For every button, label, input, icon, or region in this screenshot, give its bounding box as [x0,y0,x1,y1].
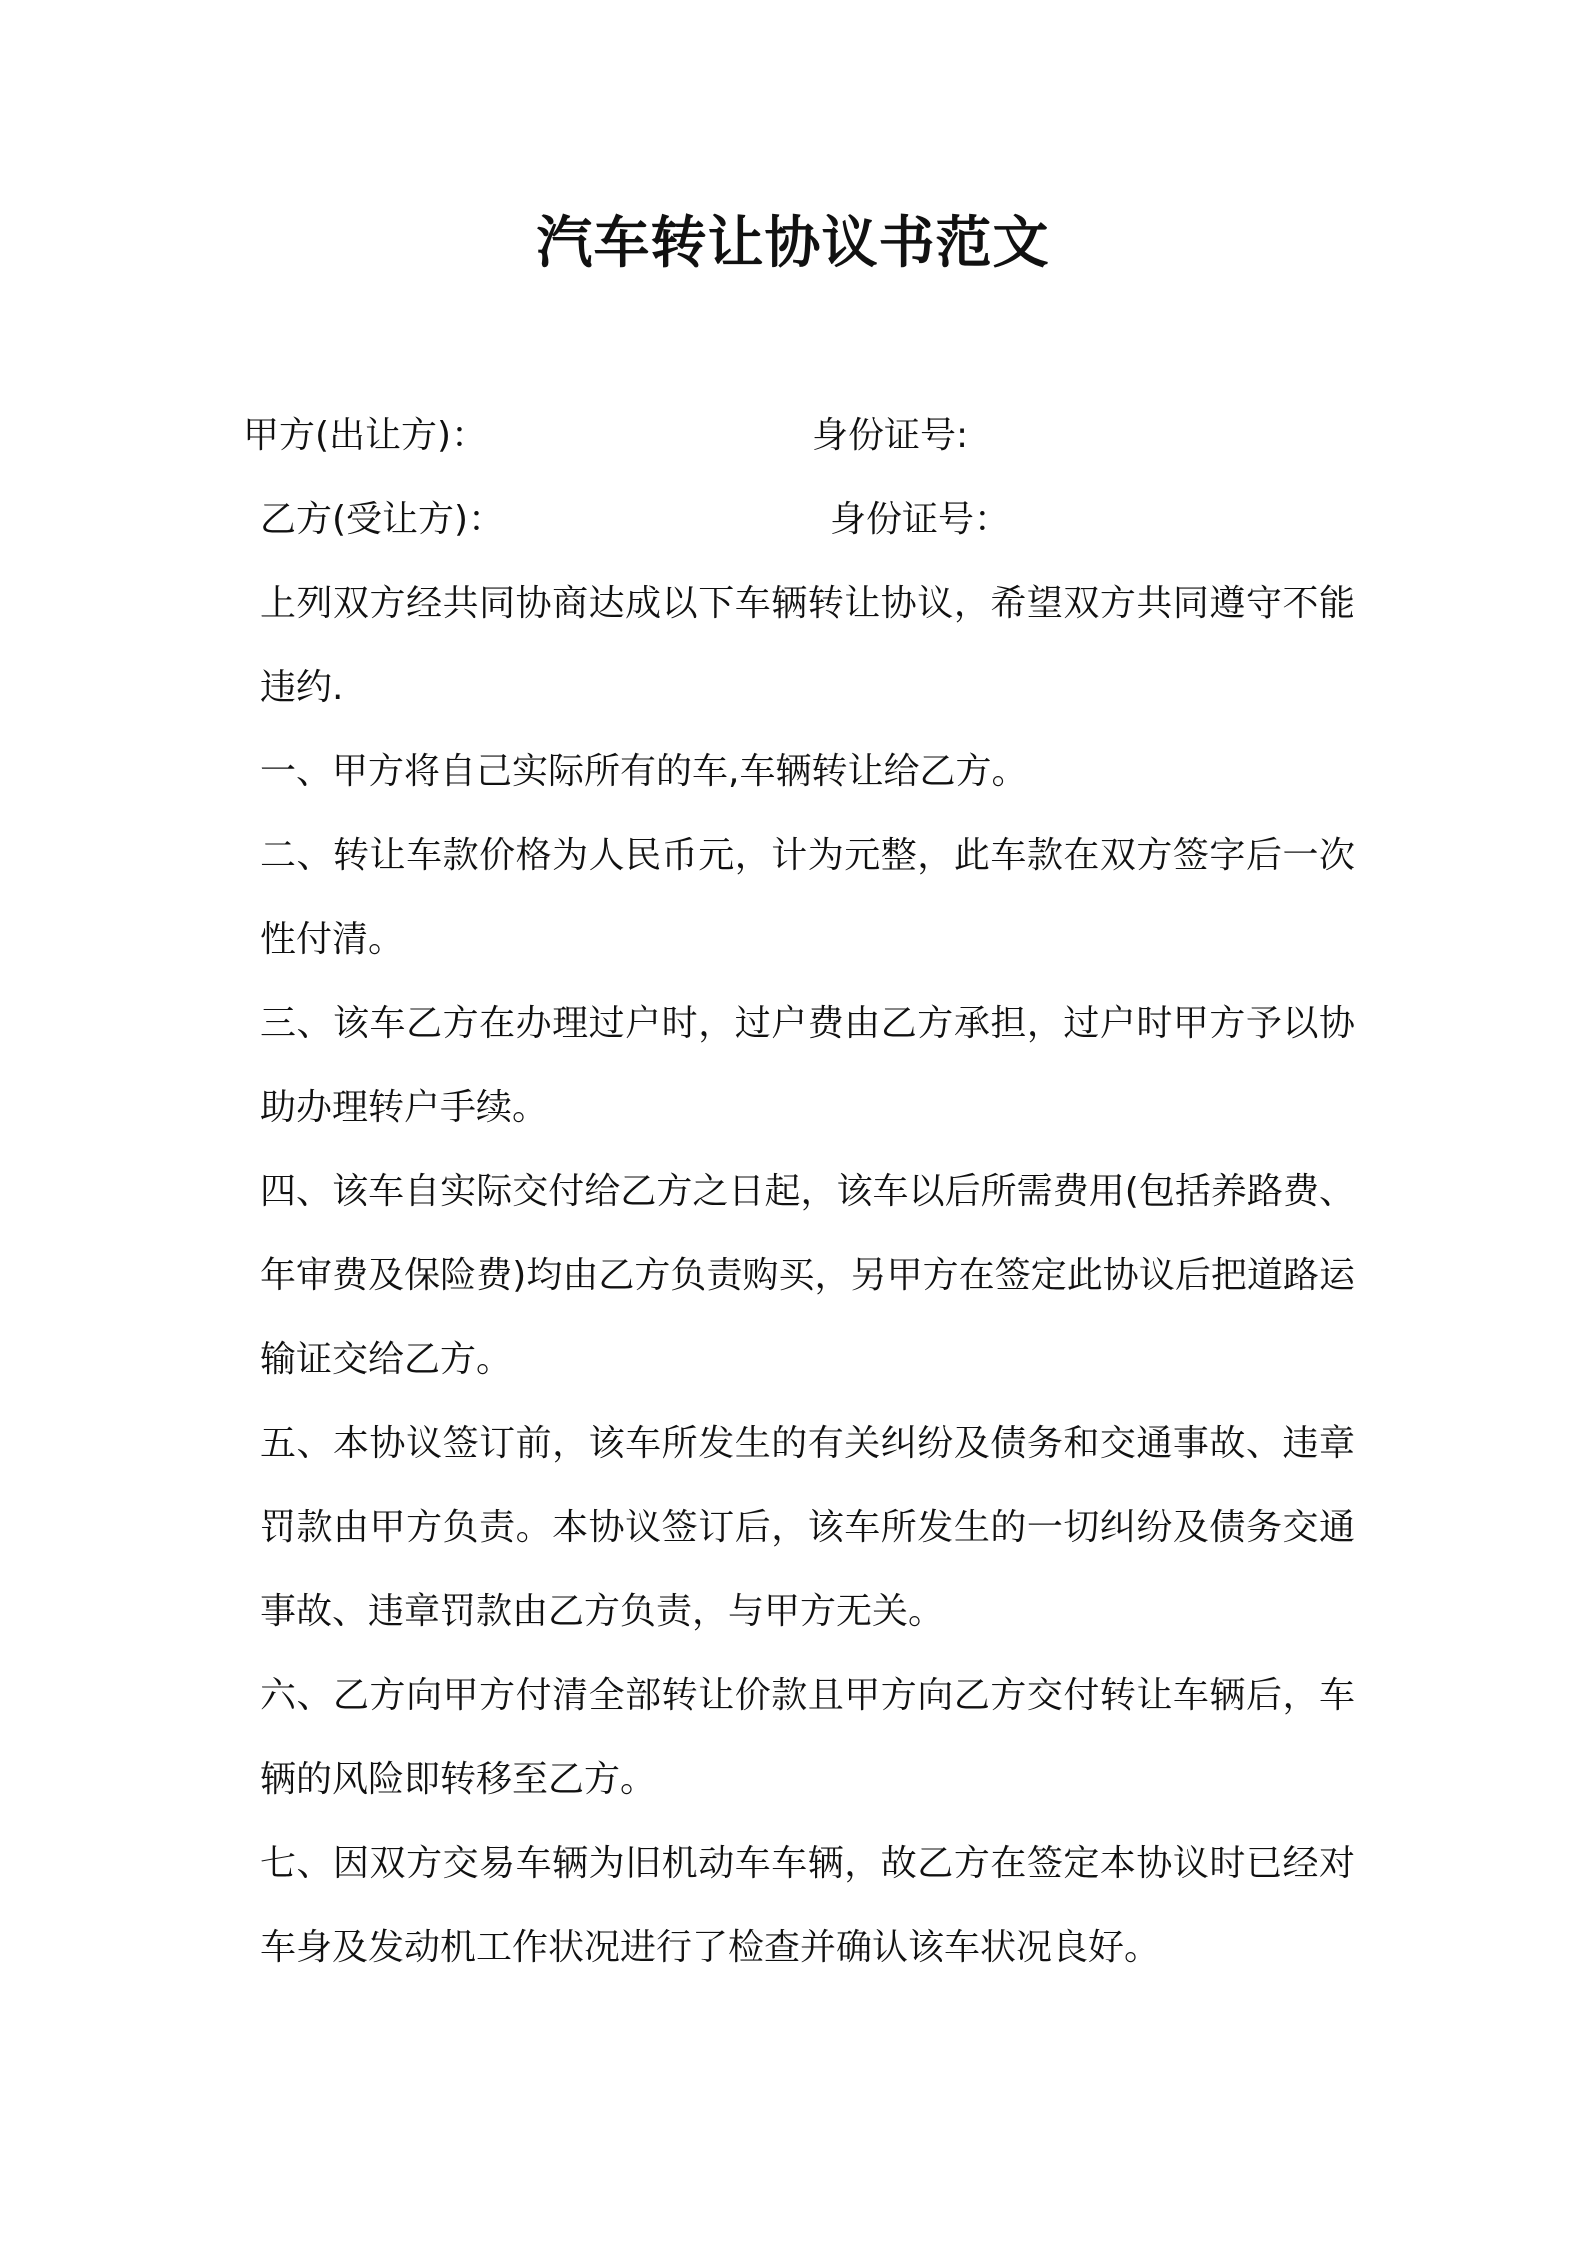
agreement-body [260,562,1355,1990]
page-title: 汽车转让协议书范文 [536,211,1050,276]
intro-paragraph: 上列双方经共同协商达成以下车辆转让协议，希望双方共同遵守不能违约. [260,583,1355,708]
party-b-id-label: 身份证号： [830,499,1011,540]
party-a-id-label: 身份证号: [812,415,969,456]
clause-4: 四、该车自实际交付给乙方之日起，该车以后所需费用(包括养路费、年审费及保险费)均由乙方负责购买，另甲方在签定此协议后把道路运输证交给乙方。 [260,1171,1355,1380]
party-a-label: 甲方(出让方)： [243,415,488,456]
clause-1: 一、甲方将自己实际所有的车,车辆转让给乙方。 [260,751,1028,792]
clause-7: 七、因双方交易车辆为旧机动车车辆，故乙方在签定本协议时已经对车身及发动机工作状况进行了检查并确认该车状况良好。 [260,1843,1355,1968]
clause-6: 六、乙方向甲方付清全部转让价款且甲方向乙方交付转让车辆后，车辆的风险即转移至乙方。 [260,1675,1355,1800]
clause-5: 五、本协议签订前，该车所发生的有关纠纷及债务和交通事故、违章罚款由甲方负责。本协议签订后，该车所发生的一切纠纷及债务交通事故、违章罚款由乙方负责，与甲方无关。 [260,1423,1355,1632]
clause-3: 三、该车乙方在办理过户时，过户费由乙方承担，过户时甲方予以协助办理转户手续。 [260,1003,1355,1128]
party-b-label: 乙方(受让方)： [260,499,505,540]
clause-2: 二、转让车款价格为人民币元，计为元整，此车款在双方签字后一次性付清。 [260,835,1355,960]
